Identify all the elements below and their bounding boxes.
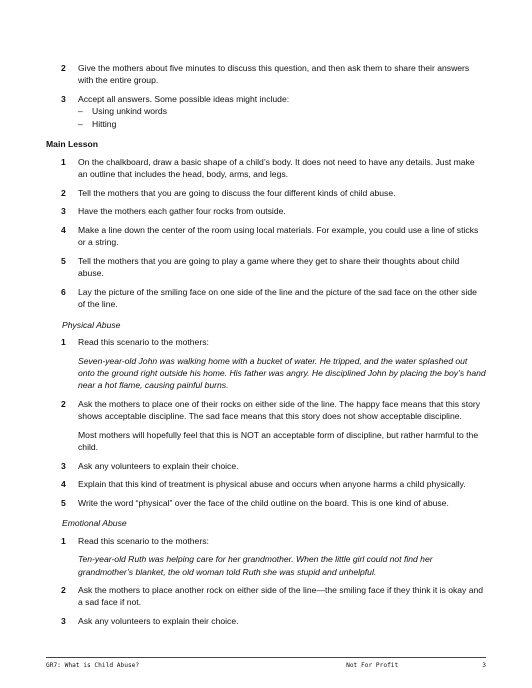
step-text: Tell the mothers that you are going to play a game where they get to share their thoughts about child abuse.	[78, 255, 460, 279]
step-number: 5	[61, 255, 66, 266]
page-footer	[46, 657, 486, 669]
step-number: 5	[61, 497, 66, 508]
step-text: Write the word “physical” over the face of the child outline on the board. This is one kind of abuse.	[78, 497, 449, 508]
step-text: Read this scenario to the mothers:	[78, 535, 209, 546]
main-lesson-heading: Main Lesson	[46, 139, 99, 150]
main-step-4	[46, 224, 486, 249]
footer-title: GR7: What is Child Abuse?	[46, 662, 140, 669]
step-number: 3	[61, 460, 66, 471]
step-number: 1	[61, 337, 66, 348]
step-text: Ask any volunteers to explain their choice.	[78, 616, 239, 627]
main-step-2	[46, 187, 486, 199]
footer-notice: Not For Profit	[346, 662, 399, 669]
physical-abuse-heading: Physical Abuse	[62, 319, 121, 330]
scenario-text: Seven-year-old John was walking home with a bucket of water. He tripped, and the water splashed out onto the ground right outside his home. His father was angry. He disciplined John by placing the boy’s hand near a hot flame, causing painful burns.	[78, 355, 486, 391]
step-text: Ask any volunteers to explain their choice.	[78, 460, 239, 471]
step-text: Give the mothers about five minutes to discuss this question, and then ask them to share their answers with the entire group.	[78, 63, 470, 86]
list-item: – Hitting	[78, 118, 117, 129]
step-number: 1	[61, 535, 66, 546]
step-text: On the chalkboard, draw a basic shape of a child’s body. It does not need to have any details. Just make an outline that includes the head, body, arms, and legs.	[78, 156, 475, 180]
step-text: Make a line down the center of the room using local materials. For example, you could use a line of sticks or a string.	[78, 224, 479, 248]
step-number: 3	[61, 206, 66, 217]
main-step-5	[46, 255, 486, 280]
step-text: Have the mothers each gather four rocks from outside.	[78, 206, 286, 217]
step-text: Read this scenario to the mothers:	[78, 337, 209, 348]
emotional-step-3	[46, 615, 486, 627]
step-number: 2	[61, 398, 66, 409]
step-number: 6	[61, 286, 66, 297]
step-number: 1	[61, 156, 66, 167]
step-number: 2	[61, 63, 66, 73]
main-step-6	[46, 286, 486, 311]
note-paragraph: Most mothers will hopefully feel that this is NOT an acceptable form of discipline, but rather harmful to the child.	[78, 429, 479, 453]
step-number: 3	[61, 94, 66, 104]
page-number: 3	[482, 662, 486, 669]
main-step-3	[46, 205, 486, 217]
step-number: 3	[61, 616, 66, 627]
main-step-1	[46, 156, 486, 181]
step-number: 2	[61, 187, 66, 198]
physical-step-5	[46, 497, 486, 509]
step-number: 4	[61, 479, 66, 490]
step-text: Ask the mothers to place another rock on either side of the line—the smiling face if they think it is okay and a sad face if not.	[78, 585, 484, 608]
idea-list	[78, 105, 486, 130]
step-number: 2	[61, 585, 66, 596]
step-number: 4	[61, 224, 66, 235]
step-text: Lay the picture of the smiling face on one side of the line and the picture of the sad face on the other side of the line.	[78, 286, 477, 310]
step-text: Tell the mothers that you are going to discuss the four different kinds of child abuse.	[78, 187, 396, 198]
scenario-text: Ten-year-old Ruth was helping care for her grandmother. When the little girl could not find her grandmother’s blanket, the old woman told Ruth she was stupid and unhelpful.	[78, 554, 433, 577]
physical-step-3	[46, 460, 486, 472]
list-item: – Using unkind words	[78, 106, 167, 117]
emotional-step-1	[46, 535, 486, 547]
step-text: Ask the mothers to place one of their rocks on either side of the line. The happy face means that this story shows acceptable discipline. The sad face means that this story does not show acceptable discipline.	[78, 398, 481, 422]
emotional-abuse-heading: Emotional Abuse	[62, 518, 127, 529]
page-content	[46, 62, 486, 634]
emotional-step-2	[46, 584, 486, 609]
step-text: Explain that this kind of treatment is physical abuse and occurs when anyone harms a child physically.	[78, 479, 466, 490]
intro-step-2	[46, 62, 486, 87]
intro-step-3	[46, 93, 486, 130]
physical-step-2	[46, 398, 486, 423]
physical-step-1	[46, 336, 486, 348]
physical-step-4	[46, 478, 486, 490]
step-text: Accept all answers. Some possible ideas might include:	[78, 94, 290, 104]
